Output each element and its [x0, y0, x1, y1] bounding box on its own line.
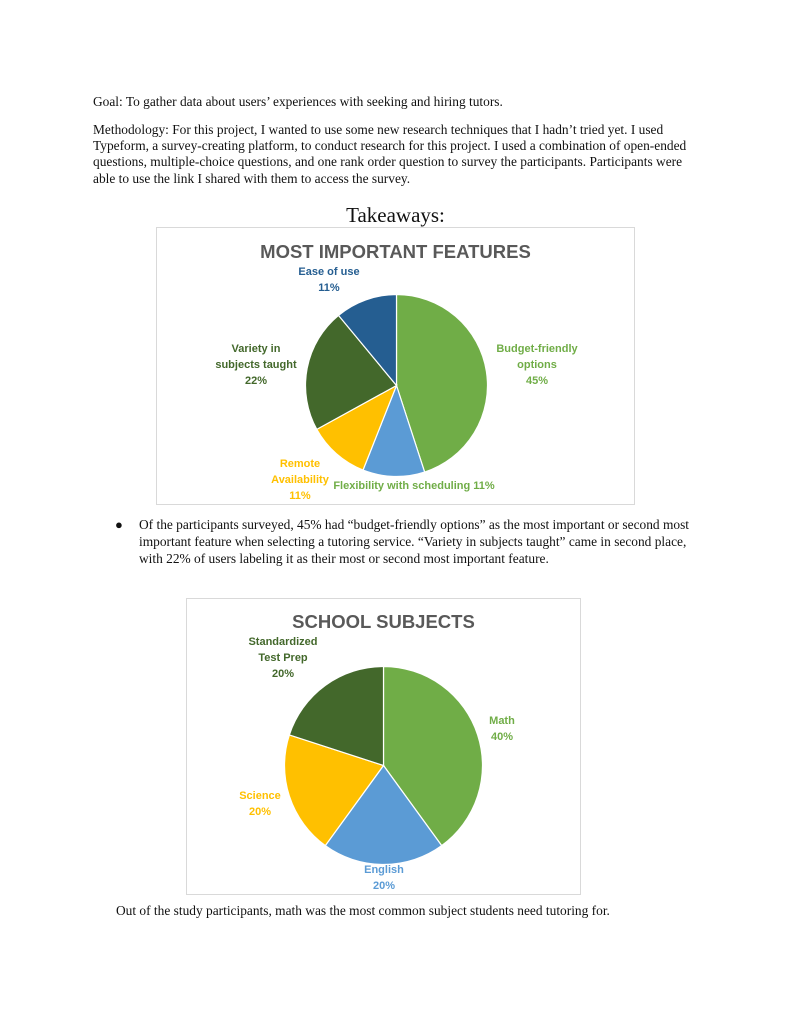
subjects-pie-chart [186, 598, 581, 895]
methodology-paragraph: Methodology: For this project, I wanted to use some new research techniques that I hadn’t tried yet. I used Typeform, a survey-creating platform, to conduct research for this project. I used a combination of open-ended questions, multiple-choice questions, and one rank order question to survey the participants. Participants were able to use the link I shared with them to access the survey. [93, 122, 687, 186]
features-pie-chart [156, 227, 635, 505]
features-slices [306, 295, 488, 477]
data-label-variety-in-subjects-taught: Variety in subjects taught 22% [215, 343, 297, 387]
data-label-budget-friendly-options: Budget-friendly options 45% [496, 343, 578, 387]
subjects-pie-svg [187, 599, 580, 894]
bullet-icon: ● [115, 517, 123, 532]
data-label-math: Math 40% [489, 715, 515, 743]
features-chart-title: MOST IMPORTANT FEATURES [260, 241, 531, 262]
data-label-ease-of-use: Ease of use 11% [298, 266, 360, 294]
closing-paragraph: Out of the study participants, math was the most common subject students need tutoring for. [116, 903, 610, 918]
bullet-text: Of the participants surveyed, 45% had “budget-friendly options” as the most important or second most important feature when selecting a tutoring service. “Variety in subjects taught” came in second place, with 22% of users labeling it as their most or second most important feature. [139, 517, 690, 566]
data-label-standardized-test-prep: Standardized Test Prep 20% [248, 636, 318, 680]
subjects-slices [285, 667, 483, 865]
data-label-remote-availability: Remote Availability 11% [271, 458, 329, 502]
data-label-english: English 20% [364, 864, 404, 892]
data-label-flexibility-with-scheduling: Flexibility with scheduling 11% [333, 480, 495, 492]
goal-paragraph: Goal: To gather data about users’ experiences with seeking and hiring tutors. [93, 94, 503, 109]
subjects-chart-title: SCHOOL SUBJECTS [292, 611, 475, 632]
features-pie-svg [157, 228, 634, 504]
takeaways-heading: Takeaways: [346, 203, 445, 227]
data-label-science: Science 20% [239, 790, 281, 818]
